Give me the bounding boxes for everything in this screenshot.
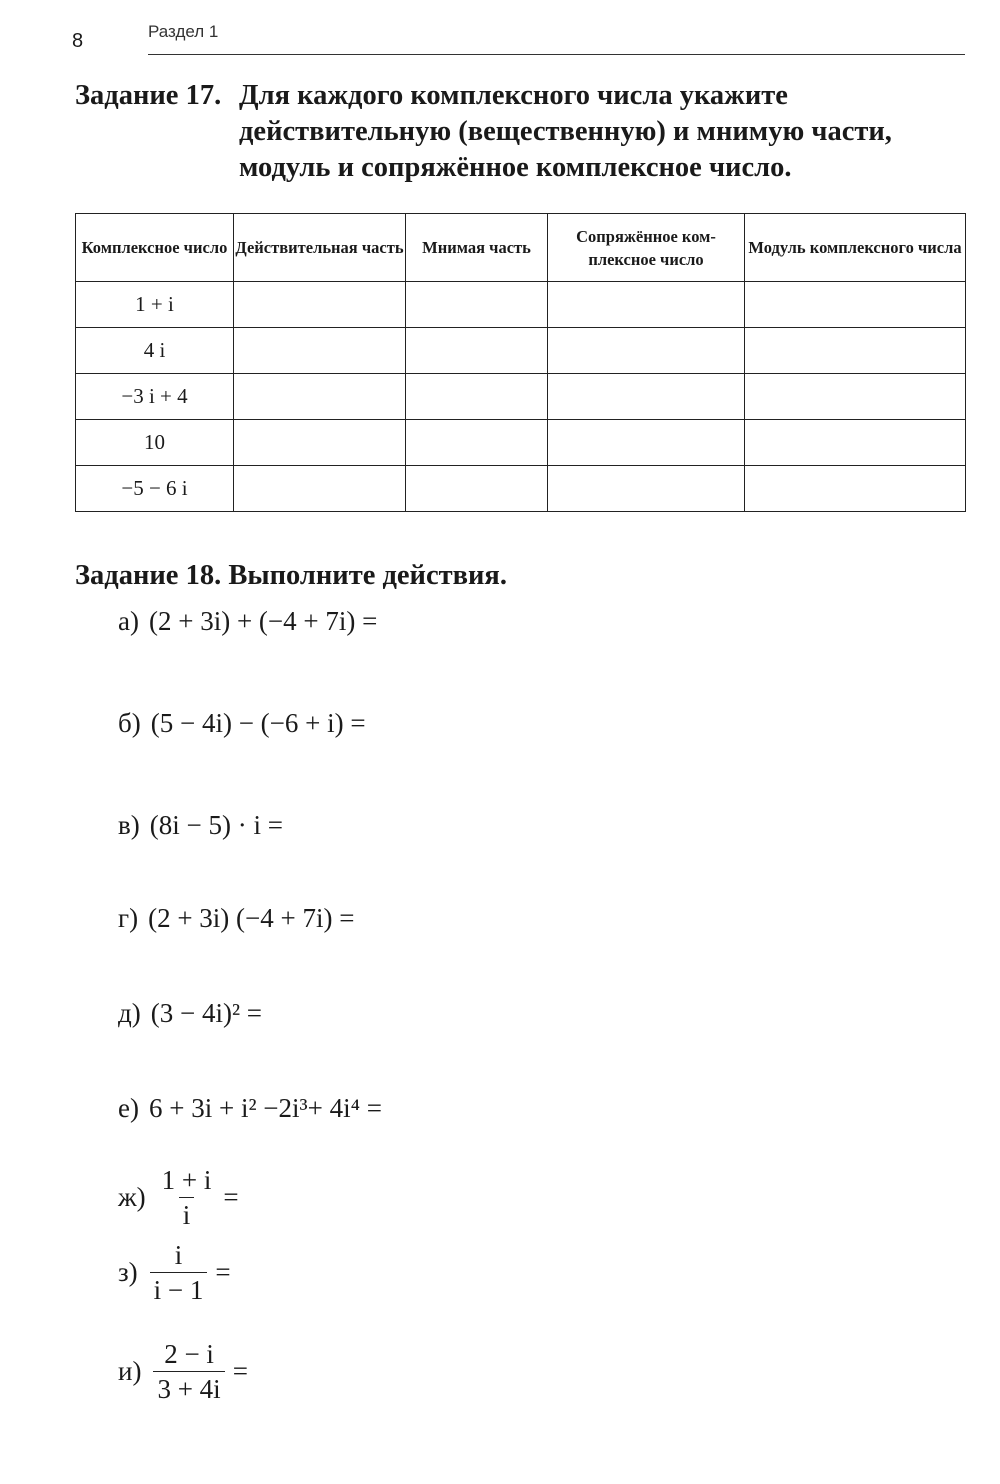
task-17-label: Задание 17. xyxy=(75,80,222,111)
imaginary-part-cell[interactable] xyxy=(406,328,548,374)
table-row xyxy=(76,328,966,374)
complex-number-cell: −3 i + 4 xyxy=(76,374,234,420)
exercise-label: а) xyxy=(118,606,139,636)
fraction xyxy=(158,1163,216,1232)
exercise-b xyxy=(118,708,366,739)
conjugate-cell[interactable] xyxy=(548,374,745,420)
exercise-label: з) xyxy=(118,1257,138,1287)
header-conjugate: Сопряжённое ком-плексное число xyxy=(548,214,745,282)
exercise-expression: (3 − 4i)² = xyxy=(150,998,263,1028)
equals-sign: = xyxy=(215,1257,231,1287)
header-divider xyxy=(148,54,965,55)
real-part-cell[interactable] xyxy=(234,328,406,374)
header-imaginary-part: Мнимая часть xyxy=(406,214,548,282)
imaginary-part-cell[interactable] xyxy=(406,374,548,420)
exercise-label: г) xyxy=(118,903,139,933)
imaginary-part-cell[interactable] xyxy=(406,420,548,466)
table-row xyxy=(76,466,966,512)
exercise-v xyxy=(118,810,283,841)
conjugate-cell[interactable] xyxy=(548,328,745,374)
table-row xyxy=(76,282,966,328)
exercise-d xyxy=(118,998,262,1029)
modulus-cell[interactable] xyxy=(745,282,966,328)
exercise-i xyxy=(118,1337,248,1406)
imaginary-part-cell[interactable] xyxy=(406,282,548,328)
modulus-cell[interactable] xyxy=(745,374,966,420)
real-part-cell[interactable] xyxy=(234,374,406,420)
real-part-cell[interactable] xyxy=(234,282,406,328)
section-title: Раздел 1 xyxy=(148,22,219,41)
complex-numbers-table xyxy=(75,213,966,512)
equals-sign: = xyxy=(223,1182,239,1212)
exercise-z xyxy=(118,1238,231,1307)
real-part-cell[interactable] xyxy=(234,466,406,512)
denominator: 3 + 4i xyxy=(153,1371,224,1406)
exercise-label: ж) xyxy=(118,1182,146,1212)
numerator: 1 + i xyxy=(161,1165,212,1195)
complex-number-cell: 10 xyxy=(76,420,234,466)
fraction xyxy=(150,1238,208,1307)
modulus-cell[interactable] xyxy=(745,420,966,466)
table-header-row xyxy=(76,214,966,282)
exercise-zh xyxy=(118,1163,239,1232)
exercise-label: в) xyxy=(118,810,140,840)
complex-number-cell: −5 − 6 i xyxy=(76,466,234,512)
numerator: 2 − i xyxy=(164,1339,214,1369)
exercise-g xyxy=(118,903,354,934)
exercise-label: и) xyxy=(118,1356,142,1386)
table-row xyxy=(76,420,966,466)
modulus-cell[interactable] xyxy=(745,466,966,512)
header-modulus: Модуль комплексного числа xyxy=(745,214,966,282)
page-number: 8 xyxy=(72,30,84,52)
exercise-expression: 6 + 3i + i² −2i³+ 4i⁴ = xyxy=(148,1093,382,1123)
task-17-text: Для каждого комплексного числа укажите действительную (вещественную) и мнимую части, модуль и сопряжённое комплексное число. xyxy=(239,80,892,183)
fraction xyxy=(153,1337,224,1406)
denominator: i − 1 xyxy=(150,1272,208,1307)
exercise-e xyxy=(118,1093,382,1124)
exercise-label: д) xyxy=(118,998,141,1028)
conjugate-cell[interactable] xyxy=(548,282,745,328)
task-18-title: Задание 18. Выполните действия. xyxy=(75,560,507,591)
equals-sign: = xyxy=(232,1356,248,1386)
numerator: i xyxy=(174,1240,183,1270)
header-real-part: Действительная часть xyxy=(234,214,406,282)
exercise-expression: (2 + 3i) + (−4 + 7i) = xyxy=(148,606,378,636)
table-row xyxy=(76,374,966,420)
imaginary-part-cell[interactable] xyxy=(406,466,548,512)
conjugate-cell[interactable] xyxy=(548,420,745,466)
header-complex-number: Комплексное число xyxy=(76,214,234,282)
exercise-expression: (5 − 4i) − (−6 + i) = xyxy=(150,708,366,738)
modulus-cell[interactable] xyxy=(745,328,966,374)
conjugate-cell[interactable] xyxy=(548,466,745,512)
exercise-a xyxy=(118,606,377,637)
exercise-label: е) xyxy=(118,1093,139,1123)
complex-number-cell: 1 + i xyxy=(76,282,234,328)
exercise-expression: (2 + 3i) (−4 + 7i) = xyxy=(148,903,355,933)
complex-number-cell: 4 i xyxy=(76,328,234,374)
denominator: i xyxy=(179,1197,195,1232)
exercise-expression: (8i − 5) · i = xyxy=(149,810,283,840)
exercise-label: б) xyxy=(118,708,141,738)
real-part-cell[interactable] xyxy=(234,420,406,466)
